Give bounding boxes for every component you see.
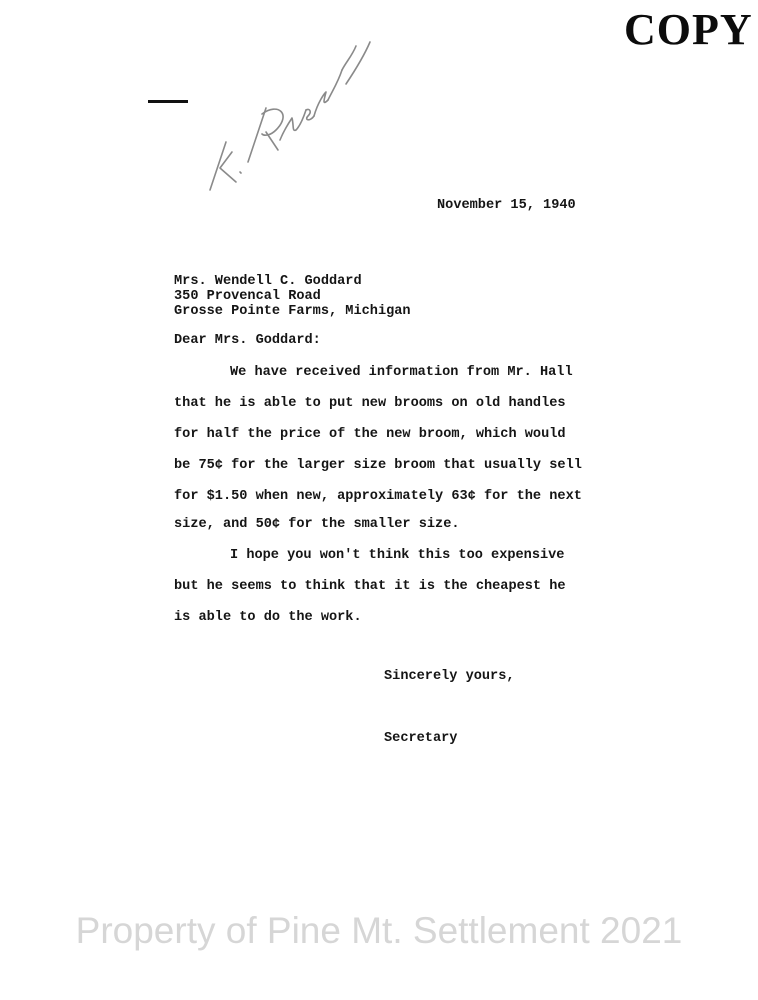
body-line: for $1.50 when new, approximately 63¢ for the next: [174, 489, 582, 504]
body-line: that he is able to put new brooms on old handles: [174, 396, 566, 411]
watermark: Property of Pine Mt. Settlement 2021: [75, 910, 683, 951]
body-line: is able to do the work.: [174, 610, 362, 625]
handwritten-signature: [196, 22, 376, 202]
letter-date: November 15, 1940: [437, 198, 576, 213]
body-line: be 75¢ for the larger size broom that usually sell: [174, 458, 582, 473]
signoff-title: Secretary: [384, 731, 458, 746]
closing: Sincerely yours,: [384, 669, 515, 684]
body-line: We have received information from Mr. Hall: [230, 365, 573, 380]
salutation: Dear Mrs. Goddard:: [174, 333, 321, 348]
body-line: I hope you won't think this too expensive: [230, 548, 565, 563]
body-line: but he seems to think that it is the cheapest he: [174, 579, 566, 594]
body-line: for half the price of the new broom, which would: [174, 427, 566, 442]
margin-mark: [148, 100, 188, 103]
copy-stamp: COPY: [624, 5, 753, 54]
recipient-name: Mrs. Wendell C. Goddard: [174, 274, 362, 289]
recipient-city: Grosse Pointe Farms, Michigan: [174, 304, 411, 319]
recipient-street: 350 Provencal Road: [174, 289, 321, 304]
body-line: size, and 50¢ for the smaller size.: [174, 517, 460, 532]
